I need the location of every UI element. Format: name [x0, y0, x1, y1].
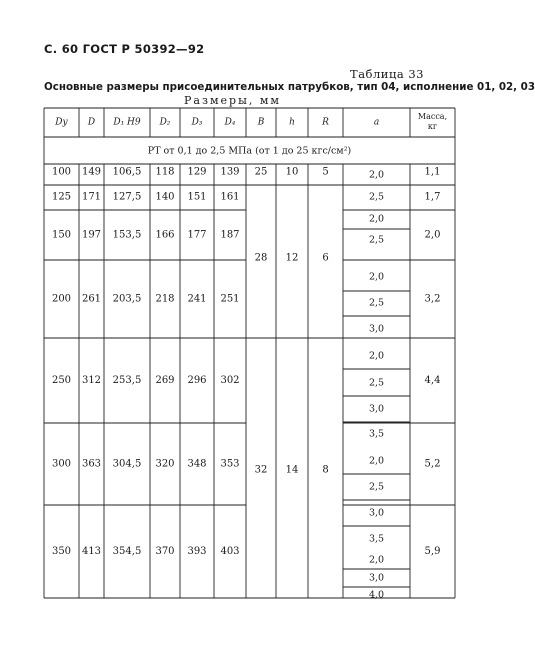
cell-a: 2,0: [368, 350, 385, 362]
cell-d2: 320: [155, 458, 175, 470]
cell-dy: 200: [51, 293, 72, 305]
cell-mass: 1,1: [424, 166, 441, 178]
cell-b: 25: [254, 166, 268, 178]
cell-a: 2,5: [368, 377, 385, 389]
cell-a: 2,5: [368, 234, 385, 246]
cell-r-merged: 6: [322, 252, 329, 264]
cell-r: 5: [322, 166, 329, 178]
cell-d: 261: [81, 293, 102, 305]
cell-a: 2,0: [368, 271, 385, 283]
cell-b-merged: 32: [254, 464, 268, 476]
cell-dy: 250: [51, 375, 72, 386]
column-header-d4: D₄: [224, 117, 236, 128]
cell-d2: 118: [155, 166, 175, 178]
cell-h-merged: 14: [285, 464, 299, 476]
cell-r-merged: 8: [322, 464, 329, 476]
cell-d2: 166: [155, 229, 175, 241]
cell-d3: 151: [187, 191, 207, 203]
cell-a: 2,0: [368, 213, 385, 225]
cell-h: 10: [285, 166, 299, 178]
cell-d4: 302: [220, 375, 240, 386]
cell-d3: 129: [187, 166, 207, 178]
cell-d: 149: [81, 166, 102, 178]
cell-d4: 403: [220, 546, 240, 557]
column-header-mass: Масса,: [417, 112, 448, 121]
cell-d1: 203,5: [112, 293, 142, 305]
table-title: Основные размеры присоединительных патрубков, тип 04, исполнение 01, 02, 03: [44, 81, 535, 93]
cell-mass: 5,2: [424, 458, 441, 470]
cell-d1: 127,5: [112, 191, 142, 203]
column-header-d2: D₂: [159, 117, 171, 128]
cell-a: 3,5: [368, 533, 385, 545]
column-header-r: R: [322, 117, 329, 128]
cell-mass: 1,7: [424, 191, 441, 203]
cell-d1: 153,5: [112, 229, 142, 241]
cell-d1: 354,5: [112, 546, 142, 557]
page-header: С. 60 ГОСТ Р 50392—92: [44, 42, 205, 56]
dimensions-note: Размеры, мм: [184, 94, 281, 107]
cell-a: 3,0: [368, 507, 385, 519]
column-header-dy: Dу: [55, 117, 68, 128]
cell-d: 413: [81, 546, 102, 557]
cell-d: 312: [81, 375, 102, 386]
cell-mass: 2,0: [424, 229, 441, 241]
column-header-h: h: [289, 117, 295, 128]
cell-mass: 4,4: [424, 375, 441, 386]
cell-d4: 161: [220, 191, 240, 203]
cell-mass: 3,2: [424, 293, 441, 305]
cell-d1: 304,5: [112, 458, 142, 470]
cell-a: 2,5: [368, 191, 385, 203]
cell-a: 3,0: [368, 323, 385, 335]
cell-d4: 353: [220, 458, 240, 470]
column-header-d1-h9: D₁ H9: [113, 117, 141, 128]
cell-d3: 393: [187, 546, 207, 557]
cell-d3: 241: [187, 293, 207, 305]
pressure-range-row: PT от 0,1 до 2,5 МПа (от 1 до 25 кгс/см²): [147, 145, 352, 157]
column-header-mass-unit: кг: [427, 122, 438, 131]
cell-d2: 269: [155, 375, 175, 386]
cell-d: 197: [81, 229, 102, 241]
column-header-d: D: [87, 117, 96, 128]
cell-d: 171: [81, 191, 102, 203]
cell-d4: 139: [220, 166, 240, 178]
cell-dy: 100: [51, 166, 72, 178]
cell-mass: 5,9: [424, 546, 441, 557]
cell-dy: 150: [51, 229, 72, 241]
cell-d1: 253,5: [112, 375, 142, 386]
cell-a: 4,0: [368, 589, 385, 601]
cell-a: 2,0: [368, 169, 385, 181]
table-number: Таблица 33: [350, 67, 424, 81]
column-header-d3: D₃: [191, 117, 203, 128]
cell-b-merged: 28: [254, 252, 268, 264]
cell-d2: 140: [155, 191, 175, 203]
cell-d3: 348: [187, 458, 207, 470]
cell-d4: 251: [220, 293, 240, 305]
cell-a: 3,0: [368, 572, 385, 584]
cell-d2: 218: [155, 293, 175, 305]
cell-dy: 350: [51, 546, 72, 557]
cell-h-merged: 12: [285, 252, 299, 264]
cell-dy: 300: [51, 458, 72, 470]
cell-a: 3,5: [368, 428, 385, 440]
cell-a: 2,5: [368, 481, 385, 493]
cell-a: 2,0: [368, 455, 385, 467]
cell-dy: 125: [51, 191, 72, 203]
cell-a: 2,5: [368, 297, 385, 309]
cell-d3: 296: [187, 375, 207, 386]
cell-d1: 106,5: [112, 166, 142, 178]
cell-d: 363: [81, 458, 102, 470]
cell-d4: 187: [220, 229, 240, 241]
column-header-b: B: [257, 117, 265, 128]
cell-d2: 370: [155, 546, 175, 557]
cell-a: 2,0: [368, 554, 385, 566]
cell-a: 3,0: [368, 403, 385, 415]
cell-d3: 177: [187, 229, 207, 241]
column-header-a: a: [373, 117, 380, 128]
